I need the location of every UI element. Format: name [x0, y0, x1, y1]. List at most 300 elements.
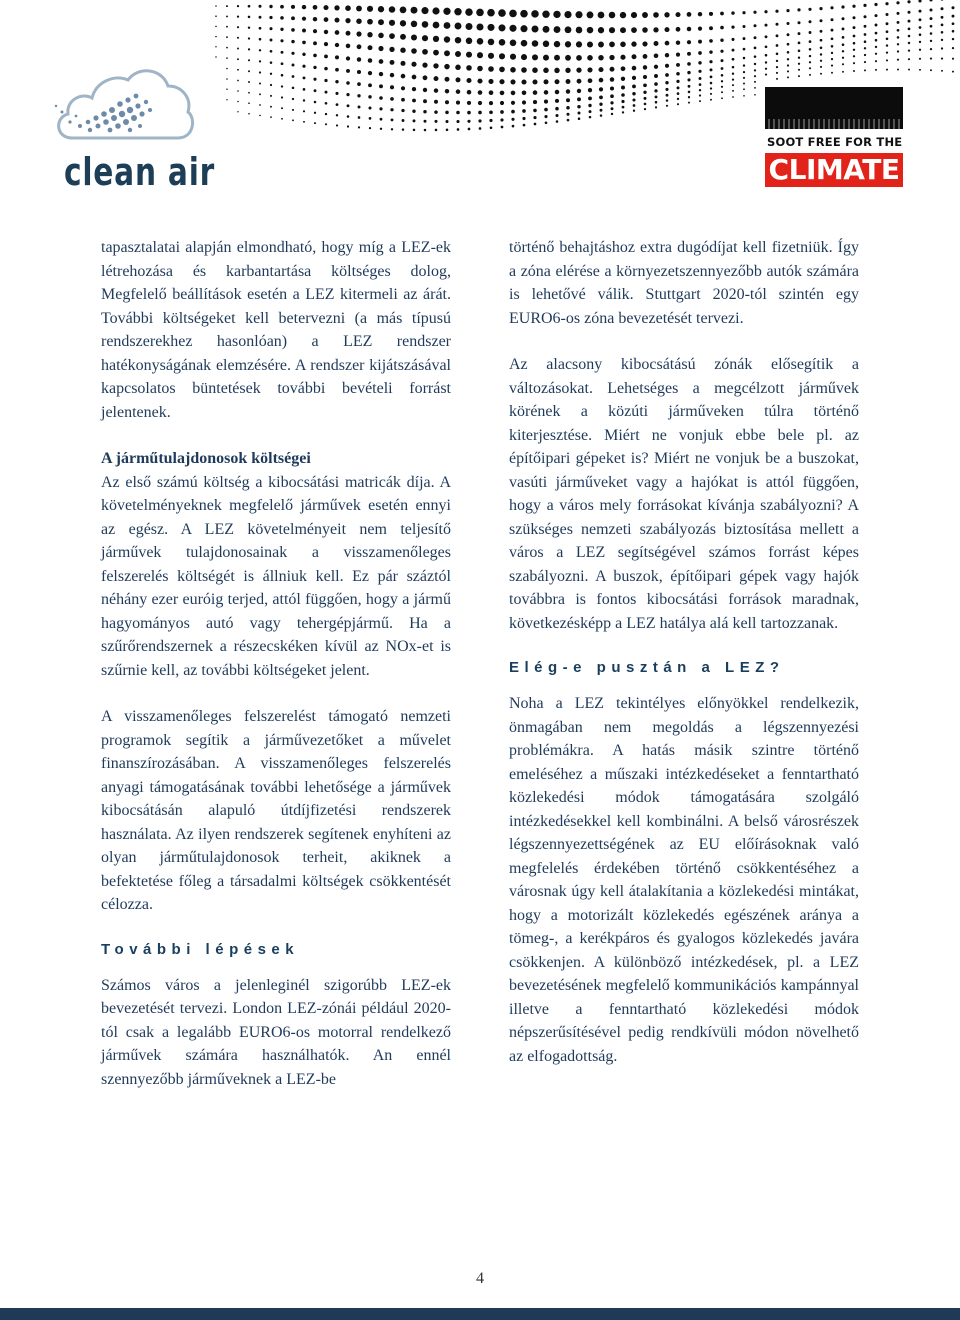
- decorative-dot: [367, 6, 373, 12]
- decorative-dot: [688, 96, 690, 98]
- decorative-dot: [885, 13, 888, 16]
- decorative-dot: [380, 118, 383, 121]
- decorative-dot: [259, 115, 261, 117]
- decorative-dot: [500, 118, 503, 121]
- decorative-dot: [742, 11, 745, 14]
- decorative-dot: [237, 90, 239, 92]
- decorative-dot: [521, 67, 527, 73]
- decorative-dot: [477, 78, 482, 83]
- decorative-dot: [380, 128, 382, 130]
- decorative-dot: [313, 66, 316, 69]
- decorative-dot: [632, 92, 635, 95]
- decorative-dot: [576, 55, 582, 61]
- decorative-dot: [699, 77, 702, 80]
- decorative-dot: [389, 20, 395, 26]
- decorative-dot: [841, 5, 844, 8]
- decorative-dot: [632, 84, 636, 88]
- decorative-dot: [709, 12, 713, 16]
- left-paragraph-2: Az első számú költség a kibocsátási matricák díja. A követelményeknek megfelelő járművek esetén ennyi az egész. A LEZ követelményeit nem teljesítő járművek tulajdonosainak a visszamenőleges felszerelés költségét is állniuk kell. Ez pár száztól néhány ezer euróig terjed, attól függően, hogy a jármű hagyományos autó vagy tehergépjármű. Ha a szűrőrendszernek a részecskéken kívül az NOx-et is szűrnie kell, az további költségeket jelent.: [101, 473, 451, 679]
- section-title-next-steps: További lépések: [101, 940, 300, 958]
- decorative-dot: [303, 76, 306, 79]
- left-column: [101, 236, 451, 1091]
- decorative-dot: [941, 16, 944, 19]
- decorative-dot: [930, 25, 933, 28]
- decorative-dot: [324, 42, 328, 46]
- decorative-dot: [633, 110, 635, 112]
- decorative-dot: [600, 109, 603, 112]
- decorative-dot: [720, 50, 723, 53]
- decorative-dot: [478, 90, 483, 95]
- decorative-dot: [566, 113, 569, 116]
- decorative-dot: [698, 40, 702, 44]
- decorative-dot: [687, 40, 691, 44]
- decorative-dot: [369, 117, 372, 120]
- decorative-dot: [313, 78, 316, 81]
- decorative-dot: [598, 55, 603, 60]
- decorative-dot: [489, 90, 494, 95]
- decorative-dot: [336, 124, 338, 126]
- decorative-dot: [389, 33, 395, 39]
- decorative-dot: [270, 84, 272, 86]
- decorative-dot: [501, 126, 504, 129]
- decorative-dot: [347, 104, 350, 107]
- decorative-dot: [402, 119, 405, 122]
- decorative-dot: [476, 9, 484, 17]
- decorative-dot: [237, 111, 238, 112]
- decorative-dot: [721, 86, 723, 88]
- decorative-dot: [511, 110, 515, 114]
- decorative-dot: [809, 55, 811, 57]
- decorative-dot: [687, 78, 690, 81]
- decorative-dot: [422, 49, 428, 55]
- soot-free-logo: [765, 87, 903, 192]
- decorative-dot: [270, 73, 272, 75]
- decorative-dot: [842, 43, 845, 46]
- decorative-dot: [291, 5, 295, 9]
- decorative-dot: [732, 66, 735, 69]
- decorative-dot: [765, 68, 767, 70]
- decorative-dot: [732, 90, 734, 92]
- decorative-dot: [743, 37, 746, 40]
- decorative-dot: [400, 7, 407, 14]
- decorative-dot: [357, 82, 361, 86]
- decorative-dot: [390, 97, 394, 101]
- decorative-dot: [346, 69, 350, 73]
- decorative-dot: [820, 53, 822, 55]
- decorative-dot: [292, 64, 295, 67]
- decorative-dot: [655, 101, 658, 104]
- decorative-dot: [520, 10, 528, 18]
- decorative-dot: [280, 39, 283, 42]
- decorative-dot: [270, 39, 273, 42]
- decorative-dot: [248, 81, 250, 83]
- decorative-dot: [787, 76, 789, 78]
- decorative-dot: [358, 116, 361, 119]
- decorative-dot: [831, 65, 833, 67]
- decorative-dot: [534, 123, 537, 126]
- decorative-dot: [632, 54, 637, 59]
- decorative-dot: [721, 59, 724, 62]
- decorative-dot: [313, 41, 317, 45]
- decorative-dot: [875, 39, 878, 42]
- decorative-dot: [543, 79, 548, 84]
- decorative-dot: [292, 98, 294, 100]
- decorative-dot: [666, 94, 669, 97]
- decorative-dot: [367, 19, 373, 25]
- decorative-dot: [510, 40, 517, 47]
- decorative-dot: [368, 95, 371, 98]
- decorative-dot: [852, 5, 855, 8]
- decorative-dot: [896, 1, 899, 4]
- decorative-dot: [610, 94, 614, 98]
- decorative-dot: [291, 28, 295, 32]
- decorative-dot: [576, 41, 582, 47]
- decorative-dot: [732, 49, 735, 52]
- decorative-dot: [499, 67, 505, 73]
- decorative-dot: [620, 27, 626, 33]
- decorative-dot: [831, 72, 833, 74]
- decorative-dot: [421, 7, 428, 14]
- decorative-dot: [610, 67, 615, 72]
- decorative-dot: [522, 117, 525, 120]
- decorative-dot: [566, 89, 570, 93]
- decorative-dot: [776, 53, 779, 56]
- decorative-dot: [885, 2, 888, 5]
- decorative-dot: [456, 111, 460, 115]
- decorative-dot: [531, 25, 538, 32]
- decorative-dot: [720, 26, 724, 30]
- decorative-dot: [555, 114, 558, 117]
- decorative-dot: [721, 80, 723, 82]
- decorative-dot: [853, 35, 856, 38]
- right-paragraph-3: Noha a LEZ tekintélyes előnyökkel rendelkezik, önmagában nem megoldás a légszennyezési problémákra. A hatás másik szintre történő emeléséhez a műszaki intézkedéseket a fenntartható közlekedési módok támogatására szolgáló intézkedésekkel kell kombinálni. A belső városrészek légszennyezettségének az EU előírásoknak való megfelelés érdekében történő csökkentéséhez a városnak úgy kell átalakítania a közlekedési mintákat, hogy a motorizált közlekedés egészének aránya a tömeg-, a kerékpáros és gyalogos közlekedés javára csökkenjen. A különböző intézkedések, pl. a LEZ bevezetésének megfelelő kommunikációs kampánnyal illetve a fenntartható közlekedési módok népszerűsítésével pedig rendkívüli módon növelhető az elfogadottság.: [509, 695, 859, 1065]
- decorative-dot: [731, 38, 734, 41]
- decorative-dot: [897, 59, 899, 61]
- decorative-dot: [941, 31, 944, 34]
- decorative-dot: [930, 32, 933, 35]
- decorative-dot: [952, 71, 954, 73]
- decorative-dot: [303, 88, 306, 91]
- decorative-dot: [356, 6, 362, 12]
- decorative-dot: [248, 26, 250, 28]
- decorative-dot: [454, 8, 461, 15]
- decorative-dot: [688, 102, 690, 104]
- decorative-dot: [259, 71, 261, 73]
- decorative-dot: [852, 16, 855, 19]
- decorative-dot: [520, 25, 527, 32]
- decorative-dot: [411, 62, 416, 67]
- decorative-dot: [422, 21, 429, 28]
- decorative-dot: [631, 27, 637, 33]
- decorative-dot: [787, 51, 790, 54]
- decorative-dot: [455, 51, 461, 57]
- decorative-dot: [456, 101, 460, 105]
- decorative-dot: [753, 11, 756, 14]
- decorative-dot: [611, 113, 613, 115]
- decorative-dot: [478, 119, 481, 122]
- decorative-dot: [621, 66, 626, 71]
- decorative-dot: [886, 22, 889, 25]
- decorative-dot: [444, 22, 451, 29]
- decorative-dot: [466, 38, 473, 45]
- decorative-dot: [522, 100, 526, 104]
- decorative-dot: [699, 89, 701, 91]
- decorative-dot: [499, 79, 504, 84]
- decorative-dot: [610, 86, 614, 90]
- decorative-dot: [544, 108, 548, 112]
- decorative-dot: [533, 100, 537, 104]
- decorative-dot: [346, 44, 351, 49]
- decorative-dot: [620, 55, 625, 60]
- decorative-dot: [842, 63, 844, 65]
- decorative-dot: [292, 87, 295, 90]
- decorative-dot: [356, 31, 361, 36]
- decorative-dot: [721, 97, 723, 99]
- decorative-dot: [400, 34, 406, 40]
- decorative-dot: [897, 69, 899, 71]
- decorative-dot: [786, 22, 789, 25]
- decorative-dot: [368, 71, 372, 75]
- decorative-dot: [422, 62, 427, 67]
- decorative-dot: [423, 88, 427, 92]
- decorative-dot: [390, 108, 393, 111]
- decorative-dot: [666, 99, 668, 101]
- decorative-dot: [632, 66, 637, 71]
- decorative-dot: [378, 46, 383, 51]
- decorative-dot: [820, 73, 822, 75]
- decorative-dot: [544, 100, 548, 104]
- decorative-dot: [335, 18, 340, 23]
- decorative-dot: [281, 74, 284, 77]
- decorative-dot: [776, 72, 778, 74]
- decorative-dot: [314, 112, 316, 114]
- decorative-dot: [853, 42, 856, 45]
- decorative-dot: [842, 50, 844, 52]
- decorative-dot: [390, 85, 394, 89]
- decorative-dot: [281, 107, 283, 109]
- decorative-dot: [248, 37, 250, 39]
- decorative-dot: [270, 106, 272, 108]
- decorative-dot: [237, 5, 239, 7]
- decorative-dot: [631, 12, 637, 18]
- decorative-dot: [676, 63, 680, 67]
- decorative-dot: [411, 7, 418, 14]
- decorative-dot: [500, 110, 504, 114]
- decorative-dot: [248, 113, 250, 115]
- decorative-dot: [412, 75, 417, 80]
- decorative-dot: [215, 56, 216, 57]
- decorative-dot: [358, 106, 361, 109]
- decorative-dot: [532, 67, 538, 73]
- decorative-dot: [324, 79, 327, 82]
- decorative-dot: [379, 59, 384, 64]
- decorative-dot: [368, 58, 373, 63]
- decorative-dot: [226, 26, 228, 28]
- decorative-dot: [543, 41, 549, 47]
- decorative-dot: [709, 60, 712, 63]
- decorative-dot: [554, 41, 560, 47]
- decorative-dot: [248, 102, 250, 104]
- decorative-dot: [643, 83, 647, 87]
- decorative-dot: [523, 124, 526, 127]
- decorative-dot: [621, 86, 625, 90]
- decorative-dot: [467, 120, 470, 123]
- decorative-dot: [468, 128, 471, 131]
- decorative-dot: [325, 113, 327, 115]
- decorative-dot: [302, 17, 306, 21]
- decorative-dot: [798, 75, 800, 77]
- decorative-dot: [743, 57, 746, 60]
- decorative-dot: [677, 92, 680, 95]
- decorative-dot: [589, 116, 592, 119]
- decorative-dot: [765, 74, 767, 76]
- decorative-dot: [347, 115, 350, 118]
- decorative-dot: [259, 104, 261, 106]
- decorative-dot: [721, 67, 724, 70]
- decorative-dot: [732, 96, 734, 98]
- decorative-dot: [302, 29, 306, 33]
- decorative-dot: [457, 128, 460, 131]
- decorative-dot: [259, 16, 262, 19]
- decorative-dot: [655, 106, 657, 108]
- decorative-dot: [809, 40, 812, 43]
- decorative-dot: [411, 48, 417, 54]
- decorative-dot: [610, 101, 613, 104]
- decorative-dot: [577, 105, 580, 108]
- decorative-dot: [554, 26, 561, 33]
- decorative-dot: [434, 88, 438, 92]
- decorative-dot: [270, 50, 273, 53]
- decorative-dot: [864, 69, 866, 71]
- decorative-dot: [776, 44, 779, 47]
- decorative-dot: [941, 58, 943, 60]
- decorative-dot: [644, 108, 646, 110]
- decorative-dot: [466, 52, 472, 58]
- decorative-dot: [776, 66, 778, 68]
- footer-bar: [0, 1308, 960, 1320]
- decorative-dot: [281, 85, 283, 87]
- decorative-dot: [577, 89, 581, 93]
- decorative-dot: [303, 110, 305, 112]
- decorative-dot: [676, 80, 679, 83]
- decorative-dot: [588, 104, 591, 107]
- decorative-dot: [422, 35, 428, 41]
- decorative-dot: [787, 64, 789, 66]
- decorative-dot: [886, 44, 888, 46]
- decorative-dot: [522, 90, 527, 95]
- decorative-dot: [258, 5, 261, 8]
- decorative-dot: [864, 61, 866, 63]
- decorative-dot: [423, 110, 426, 113]
- decorative-dot: [588, 96, 592, 100]
- decorative-dot: [776, 78, 778, 80]
- decorative-dot: [830, 6, 833, 9]
- decorative-dot: [644, 97, 647, 100]
- decorative-dot: [433, 50, 439, 56]
- decorative-dot: [433, 36, 439, 42]
- decorative-dot: [798, 63, 800, 65]
- decorative-dot: [797, 21, 800, 24]
- decorative-dot: [446, 128, 449, 131]
- decorative-dot: [423, 99, 427, 103]
- decorative-dot: [292, 109, 294, 111]
- decorative-dot: [642, 12, 648, 18]
- decorative-dot: [908, 28, 911, 31]
- decorative-dot: [809, 74, 811, 76]
- decorative-dot: [466, 78, 471, 83]
- decorative-dot: [248, 5, 251, 8]
- decorative-dot: [610, 77, 615, 82]
- decorative-dot: [940, 7, 943, 10]
- decorative-dot: [930, 17, 933, 20]
- decorative-dot: [510, 54, 516, 60]
- decorative-dot: [633, 104, 636, 107]
- decorative-dot: [754, 69, 756, 71]
- decorative-dot: [919, 18, 922, 21]
- decorative-dot: [864, 40, 867, 43]
- decorative-dot: [665, 64, 669, 68]
- decorative-dot: [754, 75, 756, 77]
- decorative-dot: [357, 70, 361, 74]
- decorative-dot: [754, 81, 756, 83]
- decorative-dot: [664, 12, 669, 17]
- decorative-dot: [643, 75, 647, 79]
- decorative-dot: [620, 42, 626, 48]
- decorative-dot: [412, 87, 416, 91]
- decorative-dot: [379, 96, 383, 100]
- decorative-dot: [499, 53, 505, 59]
- decorative-dot: [478, 111, 482, 115]
- decorative-dot: [564, 11, 571, 18]
- decorative-dot: [445, 100, 449, 104]
- decorative-dot: [808, 8, 811, 11]
- decorative-dot: [324, 67, 328, 71]
- decorative-dot: [379, 107, 382, 110]
- decorative-dot: [875, 24, 878, 27]
- decorative-dot: [345, 5, 351, 11]
- decorative-dot: [358, 126, 360, 128]
- decorative-dot: [676, 72, 680, 76]
- decorative-dot: [743, 48, 746, 51]
- decorative-dot: [411, 21, 417, 27]
- decorative-dot: [336, 103, 339, 106]
- decorative-dot: [248, 92, 250, 94]
- decorative-dot: [951, 6, 954, 9]
- decorative-dot: [720, 39, 723, 42]
- decorative-dot: [346, 31, 351, 36]
- decorative-dot: [281, 118, 283, 120]
- decorative-dot: [489, 119, 492, 122]
- decorative-dot: [908, 49, 910, 51]
- decorative-dot: [401, 98, 405, 102]
- decorative-dot: [853, 62, 855, 64]
- decorative-dot: [565, 26, 572, 33]
- decorative-dot: [467, 90, 472, 95]
- decorative-dot: [237, 101, 239, 103]
- decorative-dot: [842, 57, 844, 59]
- decorative-dot: [798, 50, 801, 53]
- decorative-dot: [434, 76, 439, 81]
- right-paragraph-1: történő behajtáshoz extra dugódíjat kell fizetniük. Így a zóna elérése a környezetszennyezőbb autók számára is lehetővé válik. Stuttgart 2020-tól szintén egy EURO6-os zóna bevezetését tervezi.: [509, 239, 859, 327]
- decorative-dot: [509, 10, 517, 18]
- decorative-dot: [577, 79, 582, 84]
- decorative-dot: [566, 98, 570, 102]
- decorative-dot: [270, 61, 273, 64]
- decorative-dot: [698, 12, 702, 16]
- decorative-dot: [665, 88, 668, 91]
- decorative-dot: [732, 78, 734, 80]
- decorative-dot: [809, 67, 811, 69]
